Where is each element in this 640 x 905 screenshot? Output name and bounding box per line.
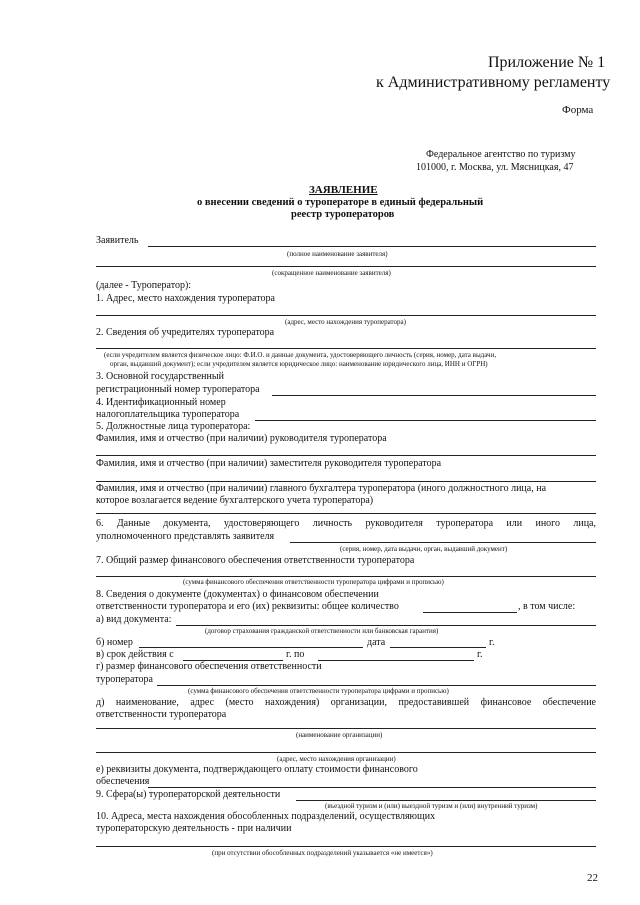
item-10-label-line2: туроператорскую деятельность - при наличии — [96, 823, 292, 834]
document-subtitle-line2: реестр туроператоров — [291, 209, 395, 220]
item-5-label: 5. Должностные лица туроператора: — [96, 421, 251, 432]
item-6-label-line2: уполномоченного представлять заявителя — [96, 531, 275, 542]
activity-sphere-field[interactable] — [296, 800, 596, 801]
hereinafter-text: (далее - Туроператор): — [96, 280, 192, 291]
item-9-label: 9. Сфера(ы) туроператорской деятельности — [96, 789, 281, 800]
security-size-caption: (сумма финансового обеспечения ответственности туроператора цифрами и прописью) — [188, 687, 449, 695]
address-caption: (адрес, место нахождения туроператора) — [285, 318, 406, 326]
founders-caption-line1: (если учредителем является физическое лицо: Ф.И.О. и данные документа, удостоверяющего личность (серия, номер, дата выдачи, — [104, 351, 497, 359]
deputy-fio-label: Фамилия, имя и отчество (при наличии) заместителя руководителя туроператора — [96, 458, 442, 469]
document-number-label: б) номер — [96, 637, 133, 648]
deputy-fio-field[interactable] — [96, 481, 596, 482]
branches-caption: (при отсутствии обособленных подразделений указывается «не имеется») — [212, 849, 433, 857]
applicant-label: Заявитель — [96, 235, 139, 246]
document-date-year-suffix: г. — [489, 637, 495, 648]
guarantor-label-line1: д) наименование, адрес (место нахождения) организации, предоставившей финансовое обеспечение — [96, 697, 596, 708]
document-date-field[interactable] — [390, 647, 486, 648]
validity-to-label: г. по — [286, 649, 305, 660]
accountant-fio-field[interactable] — [96, 513, 596, 514]
financial-security-amount-field[interactable] — [96, 576, 596, 577]
head-fio-label: Фамилия, имя и отчество (при наличии) руководителя туроператора — [96, 433, 387, 444]
item-3-label-line2: регистрационный номер туроператора — [96, 384, 260, 395]
item-6-label-line1: 6. Данные документа, удостоверяющего личность руководителя туроператора или иного лица, — [96, 518, 596, 529]
validity-to-field[interactable] — [318, 660, 474, 661]
security-size-label-line1: г) размер финансового обеспечения ответственности — [96, 661, 322, 672]
branches-field[interactable] — [96, 846, 596, 847]
item-4-label-line2: налогоплательщика туроператора — [96, 409, 240, 420]
document-date-label: дата — [367, 637, 386, 648]
item-3-label-line1: 3. Основной государственный — [96, 371, 224, 382]
validity-to-year-suffix: г. — [477, 649, 483, 660]
activity-sphere-caption: (въездной туризм и (или) выездной туризм и (или) внутренний туризм) — [325, 802, 538, 810]
including-text: , в том числе: — [518, 601, 576, 612]
accountant-fio-label-line2: которое возлагается ведение бухгалтерского учета туроператора) — [96, 495, 374, 506]
guarantor-address-field[interactable] — [96, 752, 596, 753]
addressee-agency: Федеральное агентство по туризму — [426, 149, 576, 160]
documents-count-field[interactable] — [423, 612, 517, 613]
appendix-heading: Приложение № 1 — [488, 54, 606, 71]
document-number-field[interactable] — [139, 647, 363, 648]
financial-security-amount-caption: (сумма финансового обеспечения ответственности туроператора цифрами и прописью) — [183, 578, 444, 586]
security-size-label-line2: туроператора — [96, 674, 153, 685]
item-4-label-line1: 4. Идентификационный номер — [96, 397, 226, 408]
addressee-address: 101000, г. Москва, ул. Мясницкая, 47 — [416, 162, 574, 173]
inn-field[interactable] — [255, 420, 596, 421]
document-type-label: а) вид документа: — [96, 614, 172, 625]
payment-details-field[interactable] — [148, 787, 596, 788]
item-8-label-line2: ответственности туроператора и его (их) реквизиты: общее количество — [96, 601, 399, 612]
item-10-label-line1: 10. Адреса, места нахождения обособленных подразделений, осуществляющих — [96, 811, 436, 822]
guarantor-name-caption: (наименование организации) — [296, 731, 383, 739]
applicant-full-name-caption: (полное наименование заявителя) — [287, 250, 388, 258]
accountant-fio-label-line1: Фамилия, имя и отчество (при наличии) главного бухгалтера туроператора (иного должностного лица, на — [96, 483, 547, 494]
item-8-label-line1: 8. Сведения о документе (документах) о финансовом обеспечении — [96, 589, 379, 600]
form-label: Форма — [562, 104, 594, 116]
founders-field[interactable] — [96, 348, 596, 349]
payment-details-label-line1: е) реквизиты документа, подтверждающего оплату стоимости финансового — [96, 764, 418, 775]
document-title: ЗАЯВЛЕНИЕ — [309, 184, 378, 196]
guarantor-address-caption: (адрес, место нахождения организации) — [277, 755, 396, 763]
applicant-full-name-field[interactable] — [148, 246, 596, 247]
guarantor-label-line2: ответственности туроператора — [96, 709, 227, 720]
document-type-field[interactable] — [176, 625, 596, 626]
applicant-short-name-field[interactable] — [96, 266, 596, 267]
identity-document-field[interactable] — [290, 542, 596, 543]
security-size-field[interactable] — [157, 685, 596, 686]
address-field[interactable] — [96, 315, 596, 316]
item-2-label: 2. Сведения об учредителях туроператора — [96, 327, 275, 338]
page-number: 22 — [587, 872, 598, 884]
item-1-label: 1. Адрес, место нахождения туроператора — [96, 293, 275, 304]
document-type-caption: (договор страхования гражданской ответственности или банковская гарантия) — [205, 627, 439, 635]
head-fio-field[interactable] — [96, 455, 596, 456]
founders-caption-line2: орган, выдавший документ); если учредителем является юридическое лицо: наименование юридического лица, ИНН и ОГРН) — [110, 360, 488, 368]
guarantor-name-field[interactable] — [96, 728, 596, 729]
identity-document-caption: (серия, номер, дата выдачи, орган, выдавший документ) — [340, 545, 508, 553]
validity-from-label: в) срок действия с — [96, 649, 174, 660]
item-7-label: 7. Общий размер финансового обеспечения ответственности туроператора — [96, 555, 415, 566]
applicant-short-name-caption: (сокращенное наименование заявителя) — [272, 269, 391, 277]
document-subtitle-line1: о внесении сведений о туроператоре в единый федеральный — [197, 197, 484, 208]
payment-details-label-line2: обеспечения — [96, 776, 150, 787]
regulation-heading: к Административному регламенту — [376, 74, 611, 91]
ogrn-field[interactable] — [272, 395, 596, 396]
